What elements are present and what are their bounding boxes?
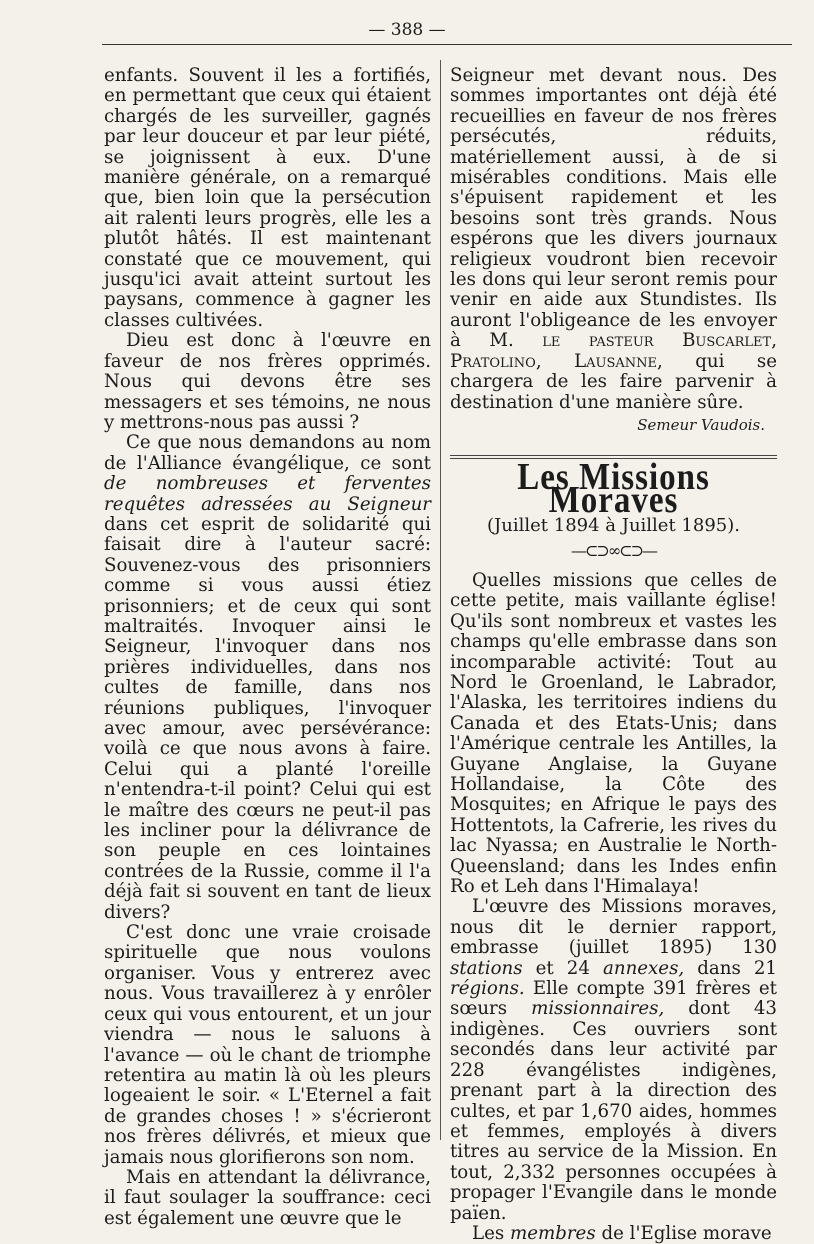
text-run: dont 43 indigènes. Ces ouvriers sont secondés dans leur activité par 228 évangélistes indigènes, prenant part à la direction des cultes, et par 1,670 aides, hommes et femmes, employés à divers titres au service de la Mission. En tout, 2,332 personnes occupées à propager l'Evangile dans le monde païen.	[450, 998, 778, 1224]
text-run: et 24	[522, 957, 604, 979]
left-column-text	[104, 66, 431, 1229]
right-column	[450, 66, 777, 1244]
text-run: membres	[509, 1222, 596, 1244]
paragraph	[104, 331, 431, 433]
text-run: le pasteur Buscarlet, Pratolino, Lausanne,	[450, 330, 777, 372]
text-run: Dieu est donc à l'œuvre en faveur de nos frères opprimés. Nous qui devons être ses messagers et ses témoins, ne nous y mettrons-nous pas aussi ?	[104, 330, 431, 433]
text-run: C'est donc une vraie croisade spirituelle que nous voulons organiser. Vous y entrerez avec nous. Vous travaillerez à y enrôler ceux qui vous entourent, et un jour viendra — nous le saluons à l'avance — où le chant de triomphe retentira au matin là où les pleurs logeaient le soir. « L'Eternel a fait de grandes choses ! » s'écrieront nos frères délivrés, et mieux que jamais nous glorifierons son nom.	[104, 922, 431, 1168]
text-run: Seigneur met devant nous. Des sommes importantes ont déjà été recueillies en faveur de nos frères persécutés, réduits, matériellement aussi, à de si misérables conditions. Mais elle s'épuisent rapidement et les besoins sont très grands. Nous espérons que les divers journaux religieux voudront bien recevoir les dons qui leur seront remis pour venir en aide aux Stundistes. Ils auront l'obligeance de les envoyer à M.	[450, 65, 777, 352]
text-run: enfants. Souvent il les a fortifiés, en permettant que ceux qui étaient chargés de les surveiller, gagnés par leur douceur et par leur piété, se joignissent à eux. D'une manière générale, on a remarqué que, bien loin que la persécution ait ralenti leurs progrès, elle les a plutôt hâtés. Il est maintenant constaté que ce mouvement, qui jusqu'ici avait atteint surtout les paysans, commence à gagner les classes cultivées.	[104, 65, 431, 331]
text-run: annexes,	[603, 957, 685, 979]
text-run: qui se chargera de les faire parvenir à destination d'une manière sûre.	[450, 350, 777, 413]
ornament: —⊂⊃∞⊂⊃—	[571, 540, 656, 560]
paragraph	[104, 1168, 431, 1229]
section-subtitle: (Juillet 1894 à Juillet 1895).	[487, 515, 740, 537]
text-run: stations	[450, 957, 523, 979]
header-rule	[102, 44, 792, 45]
paragraph	[450, 897, 777, 1224]
paragraph	[450, 1224, 777, 1244]
paragraph	[104, 66, 431, 331]
text-run: de l'Eglise morave	[595, 1222, 772, 1244]
signature: Semeur Vaudois.	[637, 415, 765, 434]
text-run: de nombreuses et ferventes requêtes adressées au Seigneur	[104, 473, 431, 515]
text-run: Ce que nous demandons au nom de l'Alliance évangélique, ce sont	[104, 432, 431, 474]
text-run: Les	[472, 1222, 510, 1244]
right-column-text	[450, 66, 777, 413]
paragraph	[450, 571, 777, 898]
text-run: L'œuvre des Missions moraves, nous dit le dernier rapport, embrasse (juillet 1895) 130	[450, 896, 777, 959]
text-run: Quelles missions que celles de cette petite, mais vaillante église! Qu'ils sont nombreux et vastes les champs qu'elle embrasse dans son incomparable activité: Tout au Nord le Groenland, le Labrador, l'Alaska, les territoires indiens du Canada et des Etats-Unis; dans l'Amérique centrale les Antilles, la Guyane Anglaise, la Guyane Hollandaise, la Côte des Mosquites; en Afrique le pays des Hottentots, la Cafrerie, les rives du lac Nyassa; en Australie le North-Queensland; dans les Indes enfin Ro et Leh dans l'Himalaya!	[450, 569, 777, 898]
text-run: dans 21	[684, 957, 777, 979]
text-run: régions.	[450, 978, 525, 1000]
paragraph	[450, 66, 777, 413]
paragraph	[104, 433, 431, 923]
column-divider	[440, 60, 441, 1140]
page-number: — 388 —	[368, 20, 446, 40]
section-text	[450, 571, 777, 1244]
section-title: Les Missions Moraves	[517, 457, 710, 522]
text-run: dans cet esprit de solidarité qui faisait dire à l'auteur sacré: Souvenez-vous des prisonniers comme si vous aussi étiez prisonniers; et de ceux qui sont maltraités. Invoquer ainsi le Seigneur, l'invoquer dans nos prières individuelles, dans nos cultes de famille, dans nos réunions publiques, l'invoquer avec amour, avec persévérance: voilà ce que nous avons à faire. Celui qui a planté l'oreille n'entendra-t-il point? Celui qui est le maître des cœurs ne peut-il pas les incliner pour la délivrance de son peuple en ces lointaines contrées de la Russie, comme il l'a déjà fait si souvent en tant de lieux divers?	[104, 513, 431, 923]
text-run: missionnaires,	[531, 998, 665, 1020]
left-column	[104, 66, 431, 1229]
text-run: Mais en attendant la délivrance, il faut soulager la souffrance: ceci est également une œuvre que le	[104, 1166, 431, 1229]
paragraph	[104, 923, 431, 1168]
text-run: Elle compte 391 frères et sœurs	[450, 978, 777, 1020]
